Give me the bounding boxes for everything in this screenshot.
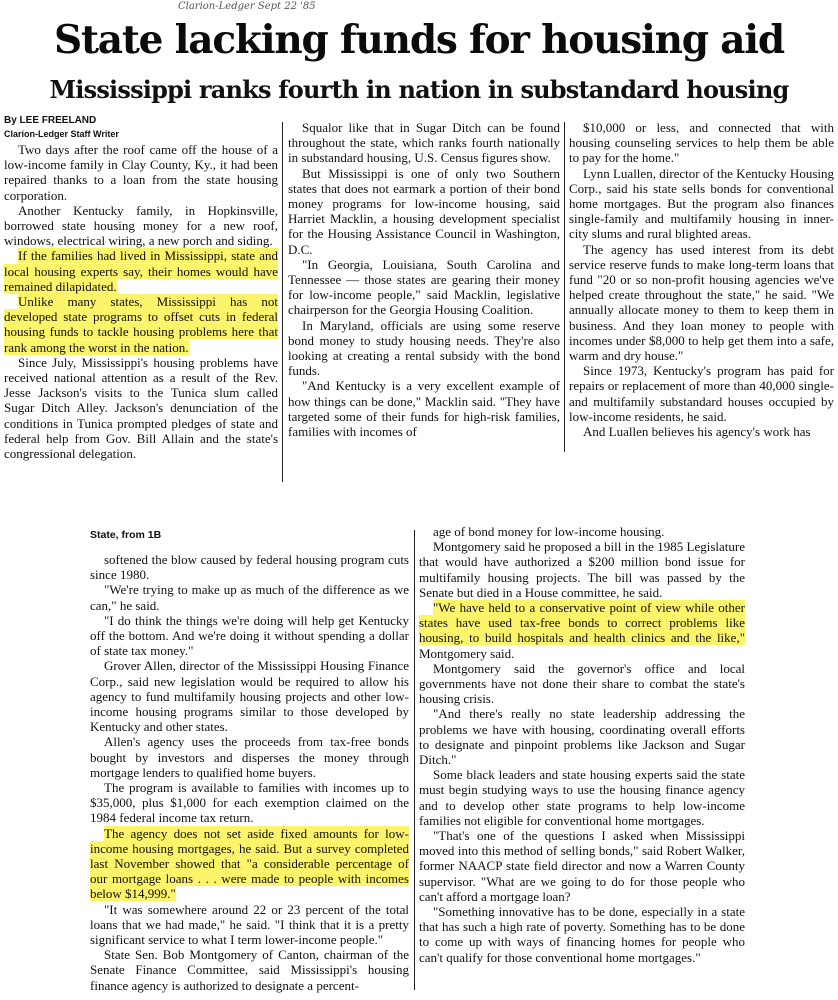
paragraph-tail: Montgomery said. (419, 645, 515, 661)
paragraph: And Luallen believes his agency's work has (583, 424, 811, 440)
paragraph: The program is available to families with incomes up to $35,000, plus $1,000 for each exemption claimed on the 1984 federal income tax return. (90, 780, 409, 826)
column-divider (414, 530, 415, 990)
paragraph: "We're trying to make up as much of the difference as we can," he said. (90, 582, 409, 613)
column-divider (564, 122, 565, 452)
paragraph (419, 600, 745, 661)
paragraph: Since 1973, Kentucky's program has paid for repairs or replacement of more than 40,000 single- and multifamily substandard houses occupied by low-income residents, he said. (569, 363, 834, 424)
article-column-1 (4, 142, 278, 490)
paragraph: Montgomery said he proposed a bill in the 1985 Legislature that would have authorized a $200 million bond issue for multifamily housing projects. The bill was passed by the Senate but died in a House committee, he said. (419, 539, 745, 600)
article-continuation-column-2 (419, 524, 745, 996)
paragraph: Allen's agency uses the proceeds from tax-free bonds bought by investors and disperses the money through mortgage lenders to qualified home buyers. (90, 734, 409, 780)
highlighted-text: Unlike many states, Mississippi has not developed state programs to offset cuts in federal housing funds to tackle housing problems here that rank among the worst in the nation. (4, 294, 278, 355)
paragraph: "And Kentucky is a very excellent example of how things can be done," Macklin said. "They have targeted some of their funds for high-risk families, families with incomes of (288, 378, 560, 440)
paragraph: "Something innovative has to be done, especially in a state that has such a high rate of poverty. Something has to be done to come up with ways of financing homes for people who can't qualify for those conventional home mortgages." (419, 904, 745, 965)
paragraph: But Mississippi is one of only two Southern states that does not earmark a portion of their bond money programs for low-income housing, said Harriet Macklin, a housing development specialist for the Housing Assistance Council in Washington, D.C. (288, 165, 560, 257)
paragraph: In Maryland, officials are using some reserve bond money to study housing needs. They're also looking at creating a rental subsidy with the bond funds. (288, 317, 560, 379)
paragraph: softened the blow caused by federal housing program cuts since 1980. (90, 552, 409, 583)
paragraph: "That's one of the questions I asked when Mississippi moved into this method of selling bonds," said Robert Walker, former NAACP state field director and now a Warren County supervisor. "What are we going to do for those people who can't afford a mortgage loan? (419, 828, 745, 904)
paragraph: The agency has used interest from its debt service reserve funds to make long-term loans that fund "20 or so non-profit housing agencies we've helped create throughout the state," he said. "We annually allocate money to them to keep them in business. And they loan money to people with incomes under $8,000 to help get them into a safe, warm and dry house." (569, 241, 834, 364)
paragraph: Since July, Mississippi's housing problems have received national attention as a result of the Rev. Jesse Jackson's visits to the Tunica slum called Sugar Ditch Alley. Jackson's denunciation of the conditions in Tunica prompted pledges of state and federal help from Gov. Bill Allain and the state's congressional delegation. (4, 354, 278, 462)
byline: By LEE FREELAND (4, 115, 97, 126)
highlighted-text: "We have held to a conservative point of view while other states have used tax-free bonds to correct problems like housing, to build hospitals and health clinics and the like," (419, 600, 745, 646)
paragraph: Lynn Luallen, director of the Kentucky Housing Corp., said his state sells bonds for conventional home mortgages. But the program also finances single-family and multifamily housing in inner-city slums and rural blighted areas. (569, 165, 834, 242)
paragraph (4, 248, 278, 294)
paragraph: Two days after the roof came off the house of a low-income family in Clay County, Ky., it had been repaired thanks to a loan from the state housing corporation. (4, 142, 278, 203)
article-column-3 (569, 120, 834, 460)
highlighted-text: The agency does not set aside fixed amounts for low-income housing mortgages, he said. But a survey completed last November showed that "a considerable percentage of our mortgage loans . . . were made to people with incomes below $14,999." (90, 825, 409, 902)
paragraph: Montgomery said the governor's office and local governments have not done their share to combat the state's housing crisis. (419, 660, 745, 707)
jump-label: State, from 1B (90, 529, 162, 541)
paragraph (4, 294, 278, 355)
subheadline: Mississippi ranks fourth in nation in substandard housing (49, 75, 789, 104)
paragraph: "In Georgia, Louisiana, South Carolina and Tennessee — those states are gearing their money for low-income people," said Macklin, legislative chairperson for the Georgia Housing Coalition. (288, 256, 560, 318)
paragraph: $10,000 or less, and connected that with housing counseling services to help them be able to pay for the home." (569, 120, 834, 166)
paragraph: "I do think the things we're doing will help get Kentucky off the bottom. And we're doing it without spending a dollar of state tax money." (90, 612, 409, 659)
paragraph: Grover Allen, director of the Mississippi Housing Finance Corp., said new legislation would be required to allow his agency to fund multifamily housing projects and other low-income housing programs similar to those developed by Kentucky and other states. (90, 658, 409, 735)
headline: State lacking funds for housing aid (54, 17, 784, 63)
paragraph: "It was somewhere around 22 or 23 percent of the total loans that we had made," he said. "I think that it is a pretty significant service to what I term lower-income people." (90, 901, 409, 948)
article-continuation-column-1 (90, 528, 409, 996)
paragraph: Another Kentucky family, in Hopkinsville, borrowed state housing money for a new roof, windows, electrical wiring, a new porch and siding. (4, 202, 278, 249)
article-column-2 (288, 120, 560, 488)
handwritten-source-note: Clarion-Ledger Sept 22 '85 (178, 1, 316, 12)
column-divider (282, 122, 283, 482)
paragraph: Some black leaders and state housing experts said the state must begin studying ways to use the housing finance agency and to develop other state programs to help low-income families not eligible for conventional home mortgages. (419, 767, 745, 828)
paragraph: "And there's really no state leadership addressing the problems we have with housing, coordinating overall efforts to designate and pinpoint problems like Jackson and Sugar Ditch." (419, 706, 745, 768)
paragraph: State Sen. Bob Montgomery of Canton, chairman of the Senate Finance Committee, said Mississippi's housing finance agency is authorized to designate a percent- (90, 947, 409, 993)
highlighted-text: If the families had lived in Mississippi, state and local housing experts say, their homes would have remained dilapidated. (4, 248, 278, 294)
paragraph: Squalor like that in Sugar Ditch can be found throughout the state, which ranks fourth nationally in substandard housing, U.S. Census figures show. (288, 120, 560, 166)
paragraph: age of bond money for low-income housing. (433, 524, 665, 539)
byline-title: Clarion-Ledger Staff Writer (4, 129, 119, 139)
paragraph (90, 826, 409, 902)
